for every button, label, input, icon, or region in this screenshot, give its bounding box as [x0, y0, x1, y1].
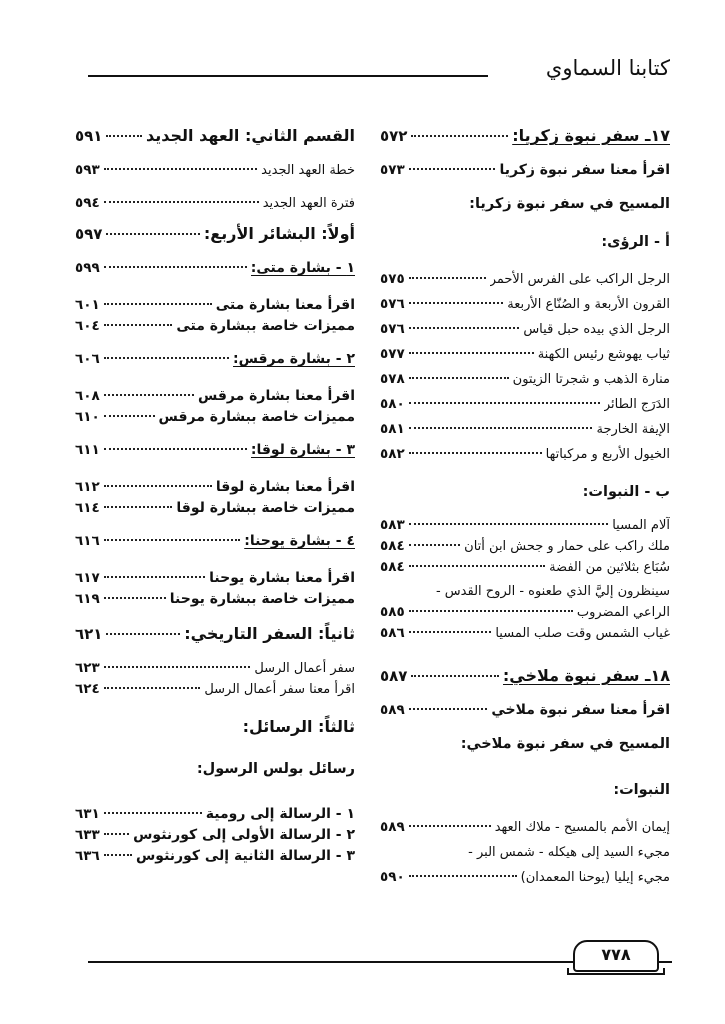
- running-title: كتابنا السماوي: [545, 56, 670, 80]
- toc-entry-acts-read[interactable]: اقرأ معنا سفر أعمال الرسل ٦٢٤: [75, 681, 355, 697]
- toc-entry-prophecy[interactable]: غياب الشمس وقت صلب المسيا ٥٨٦: [380, 625, 670, 641]
- header-rule: [88, 75, 488, 77]
- malachi-prophecies-list: [380, 817, 670, 888]
- toc-entry-zechariah-read[interactable]: اقرأ معنا سفر نبوة زكريا ٥٧٣: [380, 162, 670, 178]
- toc-entry-new-testament[interactable]: القسم الثاني: العهد الجديد ٥٩١: [75, 126, 355, 145]
- section-heading-epistles: ثالثاً: الرسائل:: [242, 717, 355, 736]
- toc-entry-john-features[interactable]: مميزات خاصة ببشارة يوحنا ٦١٩: [75, 591, 355, 607]
- page-header: [88, 56, 670, 86]
- toc-entry-prophecy[interactable]: سُبَاع بثلاثين من الفضة ٥٨٤: [380, 559, 670, 575]
- toc-entry-vision[interactable]: الخيول الأربع و مركباتها ٥٨٢: [380, 446, 670, 462]
- toc-entry-malachi-prophecy[interactable]: إيمان الأمم بالمسيح - ملاك العهد ٥٨٩: [380, 819, 670, 835]
- toc-entry-prophecy[interactable]: آلام المسيا ٥٨٣: [380, 517, 670, 533]
- toc-entry-matthew-features[interactable]: مميزات خاصة ببشارة متى ٦٠٤: [75, 318, 355, 334]
- section-heading-messiah-zechariah: المسيح في سفر نبوة زكريا:: [469, 196, 670, 212]
- toc-entry-vision[interactable]: الدَرَج الطائر ٥٨٠: [380, 396, 670, 412]
- toc-entry-malachi-prophecy-continued: مجيء السيد إلى هيكله - شمس البر -: [468, 845, 670, 860]
- toc-entry-mark[interactable]: ٢ - بشارة مرقس: ٦٠٦: [75, 351, 355, 367]
- section-heading-messiah-malachi: المسيح في سفر نبوة ملاخي:: [460, 736, 670, 752]
- toc-entry-mark-read[interactable]: اقرأ معنا بشارة مرقس ٦٠٨: [75, 388, 355, 404]
- section-heading-prophecies: ب - النبوات:: [582, 484, 670, 500]
- toc-entry-vision[interactable]: منارة الذهب و شجرتا الزيتون ٥٧٨: [380, 371, 670, 387]
- toc-entry-mark-features[interactable]: مميزات خاصة ببشارة مرقس ٦١٠: [75, 409, 355, 425]
- toc-entry-matthew-read[interactable]: اقرأ معنا بشارة متى ٦٠١: [75, 297, 355, 313]
- toc-entry-john-read[interactable]: اقرأ معنا بشارة يوحنا ٦١٧: [75, 570, 355, 586]
- toc-entry-luke[interactable]: ٣ - بشارة لوقا: ٦١١: [75, 442, 355, 458]
- visions-list: [380, 269, 670, 465]
- toc-entry-matthew[interactable]: ١ - بشارة متى: ٥٩٩: [75, 260, 355, 276]
- toc-entry-four-gospels[interactable]: أولاً: البشائر الأربع: ٥٩٧: [75, 224, 355, 243]
- toc-entry-vision[interactable]: الرجل الراكب على الفرس الأحمر ٥٧٥: [380, 271, 670, 287]
- toc-entry-malachi-read[interactable]: اقرأ معنا سفر نبوة ملاخي ٥٨٩: [380, 702, 670, 718]
- toc-entry-malachi-prophecy[interactable]: مجيء إيليا (يوحنا المعمدان) ٥٩٠: [380, 869, 670, 885]
- section-heading-malachi-prophecies: النبوات:: [613, 782, 670, 798]
- toc-entry-zechariah[interactable]: ١٧ـ سفر نبوة زكريا: ٥٧٢: [380, 126, 670, 145]
- toc-entry-historical-book[interactable]: ثانياً: السفر التاريخي: ٦٢١: [75, 624, 355, 643]
- toc-entry-epistle[interactable]: ٢ - الرسالة الأولى إلى كورنثوس ٦٣٣: [75, 827, 355, 843]
- toc-entry-epistle[interactable]: ١ - الرسالة إلى رومية ٦٣١: [75, 806, 355, 822]
- toc-entry-acts[interactable]: سفر أعمال الرسل ٦٢٣: [75, 660, 355, 676]
- toc-entry-prophecy-continued: سينظرون إليَّ الذي طعنوه - الروح القدس -: [435, 584, 670, 599]
- toc-entry-john[interactable]: ٤ - بشارة يوحنا: ٦١٦: [75, 533, 355, 549]
- toc-column-left: [75, 124, 355, 867]
- epistles-list: [75, 804, 355, 867]
- toc-entry-prophecy[interactable]: ملك راكب على حمار و جحش ابن أتان ٥٨٤: [380, 538, 670, 554]
- toc-entry-vision[interactable]: الإيفة الخارجة ٥٨١: [380, 421, 670, 437]
- toc-entry-vision[interactable]: القرون الأربعة و الصُنّاع الأربعة ٥٧٦: [380, 296, 670, 312]
- toc-entry-luke-features[interactable]: مميزات خاصة ببشارة لوقا ٦١٤: [75, 500, 355, 516]
- toc-entry-malachi[interactable]: ١٨ـ سفر نبوة ملاخي: ٥٨٧: [380, 666, 670, 685]
- toc-entry-epistle[interactable]: ٣ - الرسالة الثانية إلى كورنثوس ٦٣٦: [75, 848, 355, 864]
- toc-entry-nt-plan[interactable]: خطة العهد الجديد ٥٩٣: [75, 162, 355, 178]
- toc-entry-nt-period[interactable]: فترة العهد الجديد ٥٩٤: [75, 195, 355, 211]
- page-number: ٧٧٨: [573, 940, 659, 972]
- toc-entry-vision[interactable]: ثياب يهوشع رئيس الكهنة ٥٧٧: [380, 346, 670, 362]
- section-heading-visions: أ - الرؤى:: [601, 234, 670, 250]
- page-footer: [88, 940, 672, 980]
- toc-entry-luke-read[interactable]: اقرأ معنا بشارة لوقا ٦١٢: [75, 479, 355, 495]
- section-heading-paul-epistles: رسائل بولس الرسول:: [196, 761, 355, 777]
- prophecies-list: [380, 515, 670, 644]
- toc-entry-vision[interactable]: الرجل الذي بيده حبل قياس ٥٧٦: [380, 321, 670, 337]
- toc-column-right: [380, 124, 670, 888]
- toc-entry-prophecy[interactable]: الراعي المضروب ٥٨٥: [380, 604, 670, 620]
